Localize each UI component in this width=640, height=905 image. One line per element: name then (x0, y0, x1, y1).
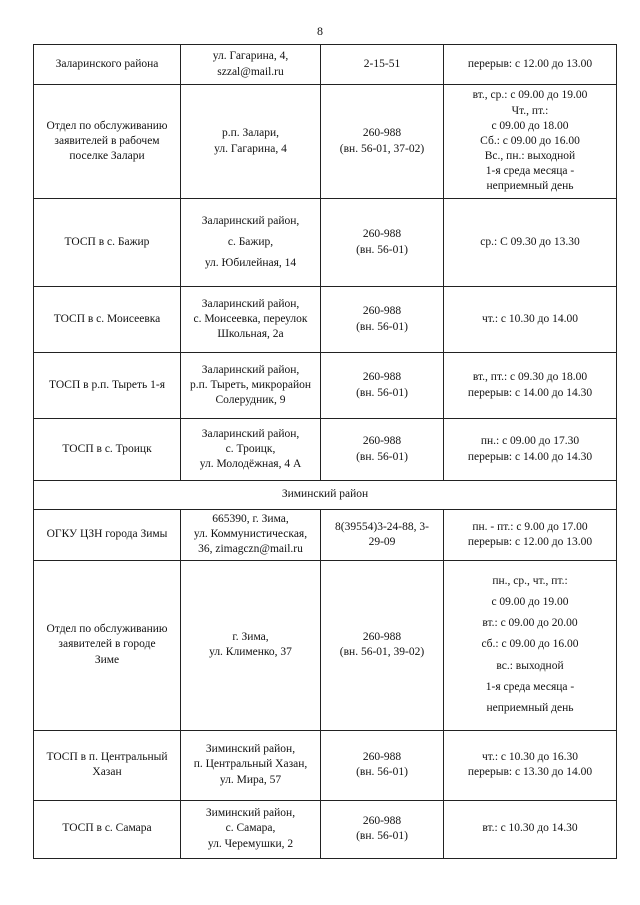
office-name-cell (34, 353, 181, 419)
address-line: с. Бажир, (227, 235, 274, 248)
hours-line: 1-я среда месяца - (485, 680, 575, 693)
hours-line: ср.: С 09.30 до 13.30 (480, 235, 580, 248)
phone-cell (321, 287, 444, 353)
office-name-line: ТОСП в п. Центральный (46, 750, 168, 763)
phone-line: 260-988 (362, 750, 402, 763)
table-row (34, 730, 617, 800)
office-name-cell (34, 560, 181, 730)
office-name-cell (34, 85, 181, 199)
phone-cell (321, 199, 444, 287)
office-name-cell (34, 800, 181, 858)
office-name-line: поселке Залари (69, 150, 145, 163)
phone-cell (321, 85, 444, 199)
address-cell (181, 45, 321, 85)
address-line: с. Самара, (225, 822, 276, 835)
hours-line: перерыв: с 14.00 до 14.30 (467, 450, 593, 463)
hours-cell (444, 85, 617, 199)
table-row (34, 45, 617, 85)
address-cell (181, 85, 321, 199)
phone-line: 260-988 (362, 371, 402, 384)
address-line: Зиминский район, (205, 807, 296, 820)
address-cell (181, 353, 321, 419)
phone-line: (вн. 56-01) (356, 243, 408, 256)
address-line: с. Троицк, (225, 442, 276, 455)
address-line: ул. Гагарина, 4, (212, 50, 289, 63)
hours-cell (444, 353, 617, 419)
hours-line: перерыв: с 14.00 до 14.30 (467, 386, 593, 399)
address-line: Заларинский район, (201, 214, 300, 227)
address-line: ул. Клименко, 37 (209, 646, 292, 659)
phone-line: 260-988 (362, 435, 402, 448)
table-row (34, 510, 617, 561)
phone-line: 260-988 (362, 305, 402, 318)
hours-cell (444, 800, 617, 858)
phone-cell (321, 45, 444, 85)
office-name-cell (34, 45, 181, 85)
address-line: szzal@mail.ru (217, 65, 284, 78)
hours-line: вт.: с 10.30 до 14.30 (482, 822, 578, 835)
address-cell (181, 287, 321, 353)
hours-line: Вс., пн.: выходной (484, 150, 576, 163)
office-name-line: Заларинского района (55, 57, 159, 70)
address-line: Школьная, 2а (217, 328, 284, 341)
hours-line: неприемный день (486, 701, 574, 714)
address-line: п. Центральный Хазан, (193, 758, 308, 771)
address-line: Заларинский район, (201, 427, 300, 440)
hours-line: вт., ср.: с 09.00 до 19.00 (472, 89, 588, 102)
hours-line: чт.: с 10.30 до 16.30 (482, 750, 578, 763)
address-cell (181, 510, 321, 561)
hours-line: Чт., пт.: (511, 104, 549, 117)
hours-line: сб.: с 09.00 до 16.00 (481, 638, 579, 651)
phone-line: (вн. 56-01) (356, 830, 408, 843)
hours-line: пн.: с 09.00 до 17.30 (480, 435, 580, 448)
address-line: ул. Коммунистическая, (193, 528, 308, 541)
hours-line: вт., пт.: с 09.30 до 18.00 (472, 371, 588, 384)
address-line: ул. Юбилейная, 14 (204, 257, 297, 270)
hours-line: с 09.00 до 18.00 (491, 119, 569, 132)
phone-line: (вн. 56-01, 37-02) (339, 142, 425, 155)
office-name-cell (34, 419, 181, 481)
address-line: г. Зима, (232, 630, 269, 643)
office-name-cell (34, 730, 181, 800)
hours-cell (444, 730, 617, 800)
hours-line: перерыв: с 12.00 до 13.00 (467, 57, 593, 70)
address-line: 665390, г. Зима, (212, 513, 289, 525)
office-name-line: заявителей в городе (58, 638, 156, 651)
address-line: Зиминский район, (205, 743, 296, 756)
hours-line: перерыв: с 12.00 до 13.00 (467, 535, 593, 548)
hours-line: неприемный день (486, 180, 574, 193)
office-name-line: Хазан (92, 766, 122, 779)
office-name-cell (34, 199, 181, 287)
table-row (34, 353, 617, 419)
phone-cell (321, 560, 444, 730)
phone-line: (вн. 56-01) (356, 320, 408, 333)
table-row (34, 560, 617, 730)
office-name-cell (34, 510, 181, 561)
hours-cell (444, 510, 617, 561)
phone-cell (321, 800, 444, 858)
section-title: Зиминский район (34, 481, 617, 510)
office-name-line: ТОСП в с. Моисеевка (53, 312, 161, 325)
phone-line: 260-988 (362, 814, 402, 827)
office-name-line: Зиме (94, 653, 120, 666)
phone-cell (321, 730, 444, 800)
office-name-line: Отдел по обслуживанию (46, 119, 168, 132)
address-cell (181, 199, 321, 287)
address-line: с. Моисеевка, переулок (193, 312, 308, 325)
zalari-district-rows (34, 45, 617, 481)
hours-cell (444, 45, 617, 85)
table-row (34, 85, 617, 199)
address-cell (181, 560, 321, 730)
address-line: ул. Гагарина, 4 (214, 142, 287, 155)
address-line: ул. Черемушки, 2 (207, 837, 294, 850)
hours-line: перерыв: с 13.30 до 14.00 (467, 766, 593, 779)
phone-line: 260-988 (362, 127, 402, 140)
address-line: ул. Мира, 57 (219, 773, 282, 786)
office-name-cell (34, 287, 181, 353)
phone-line: 260-988 (362, 630, 402, 643)
hours-line: 1-я среда месяца - (485, 165, 575, 178)
phone-line: 2-15-51 (363, 57, 401, 70)
section-header (34, 481, 617, 510)
table-row (34, 199, 617, 287)
phone-line: (вн. 56-01) (356, 766, 408, 779)
hours-line: чт.: с 10.30 до 14.00 (482, 312, 578, 325)
phone-cell (321, 419, 444, 481)
offices-table (33, 44, 617, 859)
phone-line: (вн. 56-01, 39-02) (339, 646, 425, 659)
phone-line: 29-09 (368, 535, 396, 548)
address-cell (181, 419, 321, 481)
address-cell (181, 730, 321, 800)
hours-line: вт.: с 09.00 до 20.00 (482, 617, 578, 630)
zima-district-rows (34, 510, 617, 859)
office-name-line: заявителей в рабочем (54, 134, 160, 147)
address-line: 36, zimagczn@mail.ru (198, 543, 303, 556)
office-name-line: ТОСП в с. Троицк (62, 442, 152, 455)
hours-line: вс.: выходной (496, 659, 564, 672)
table-row (34, 419, 617, 481)
address-line: Солерудник, 9 (215, 394, 286, 407)
phone-cell (321, 510, 444, 561)
page-number: 8 (317, 24, 323, 38)
hours-line: с 09.00 до 19.00 (491, 596, 569, 609)
hours-cell (444, 287, 617, 353)
hours-cell (444, 560, 617, 730)
phone-line: (вн. 56-01) (356, 386, 408, 399)
address-cell (181, 800, 321, 858)
hours-line: Сб.: с 09.00 до 16.00 (480, 134, 580, 147)
office-name-line: Отдел по обслуживанию (46, 623, 168, 636)
address-line: Заларинский район, (201, 297, 300, 310)
address-line: Заларинский район, (201, 363, 300, 376)
phone-line: 260-988 (362, 228, 402, 241)
phone-line: 8(39554)3-24-88, 3- (335, 520, 429, 533)
office-name-line: ТОСП в с. Бажир (64, 235, 150, 248)
table-row (34, 800, 617, 858)
hours-cell (444, 419, 617, 481)
office-name-line: ОГКУ ЦЗН города Зимы (46, 528, 168, 541)
hours-line: пн., ср., чт., пт.: (492, 574, 568, 587)
address-line: р.п. Тыреть, микрорайон (189, 378, 311, 391)
phone-cell (321, 353, 444, 419)
office-name-line: ТОСП в с. Самара (62, 822, 152, 835)
address-line: ул. Молодёжная, 4 А (199, 458, 302, 471)
address-line: р.п. Залари, (221, 127, 280, 140)
office-name-line: ТОСП в р.п. Тыреть 1-я (48, 378, 166, 391)
hours-cell (444, 199, 617, 287)
hours-line: пн. - пт.: с 9.00 до 17.00 (472, 520, 588, 533)
table-row (34, 287, 617, 353)
phone-line: (вн. 56-01) (356, 450, 408, 463)
